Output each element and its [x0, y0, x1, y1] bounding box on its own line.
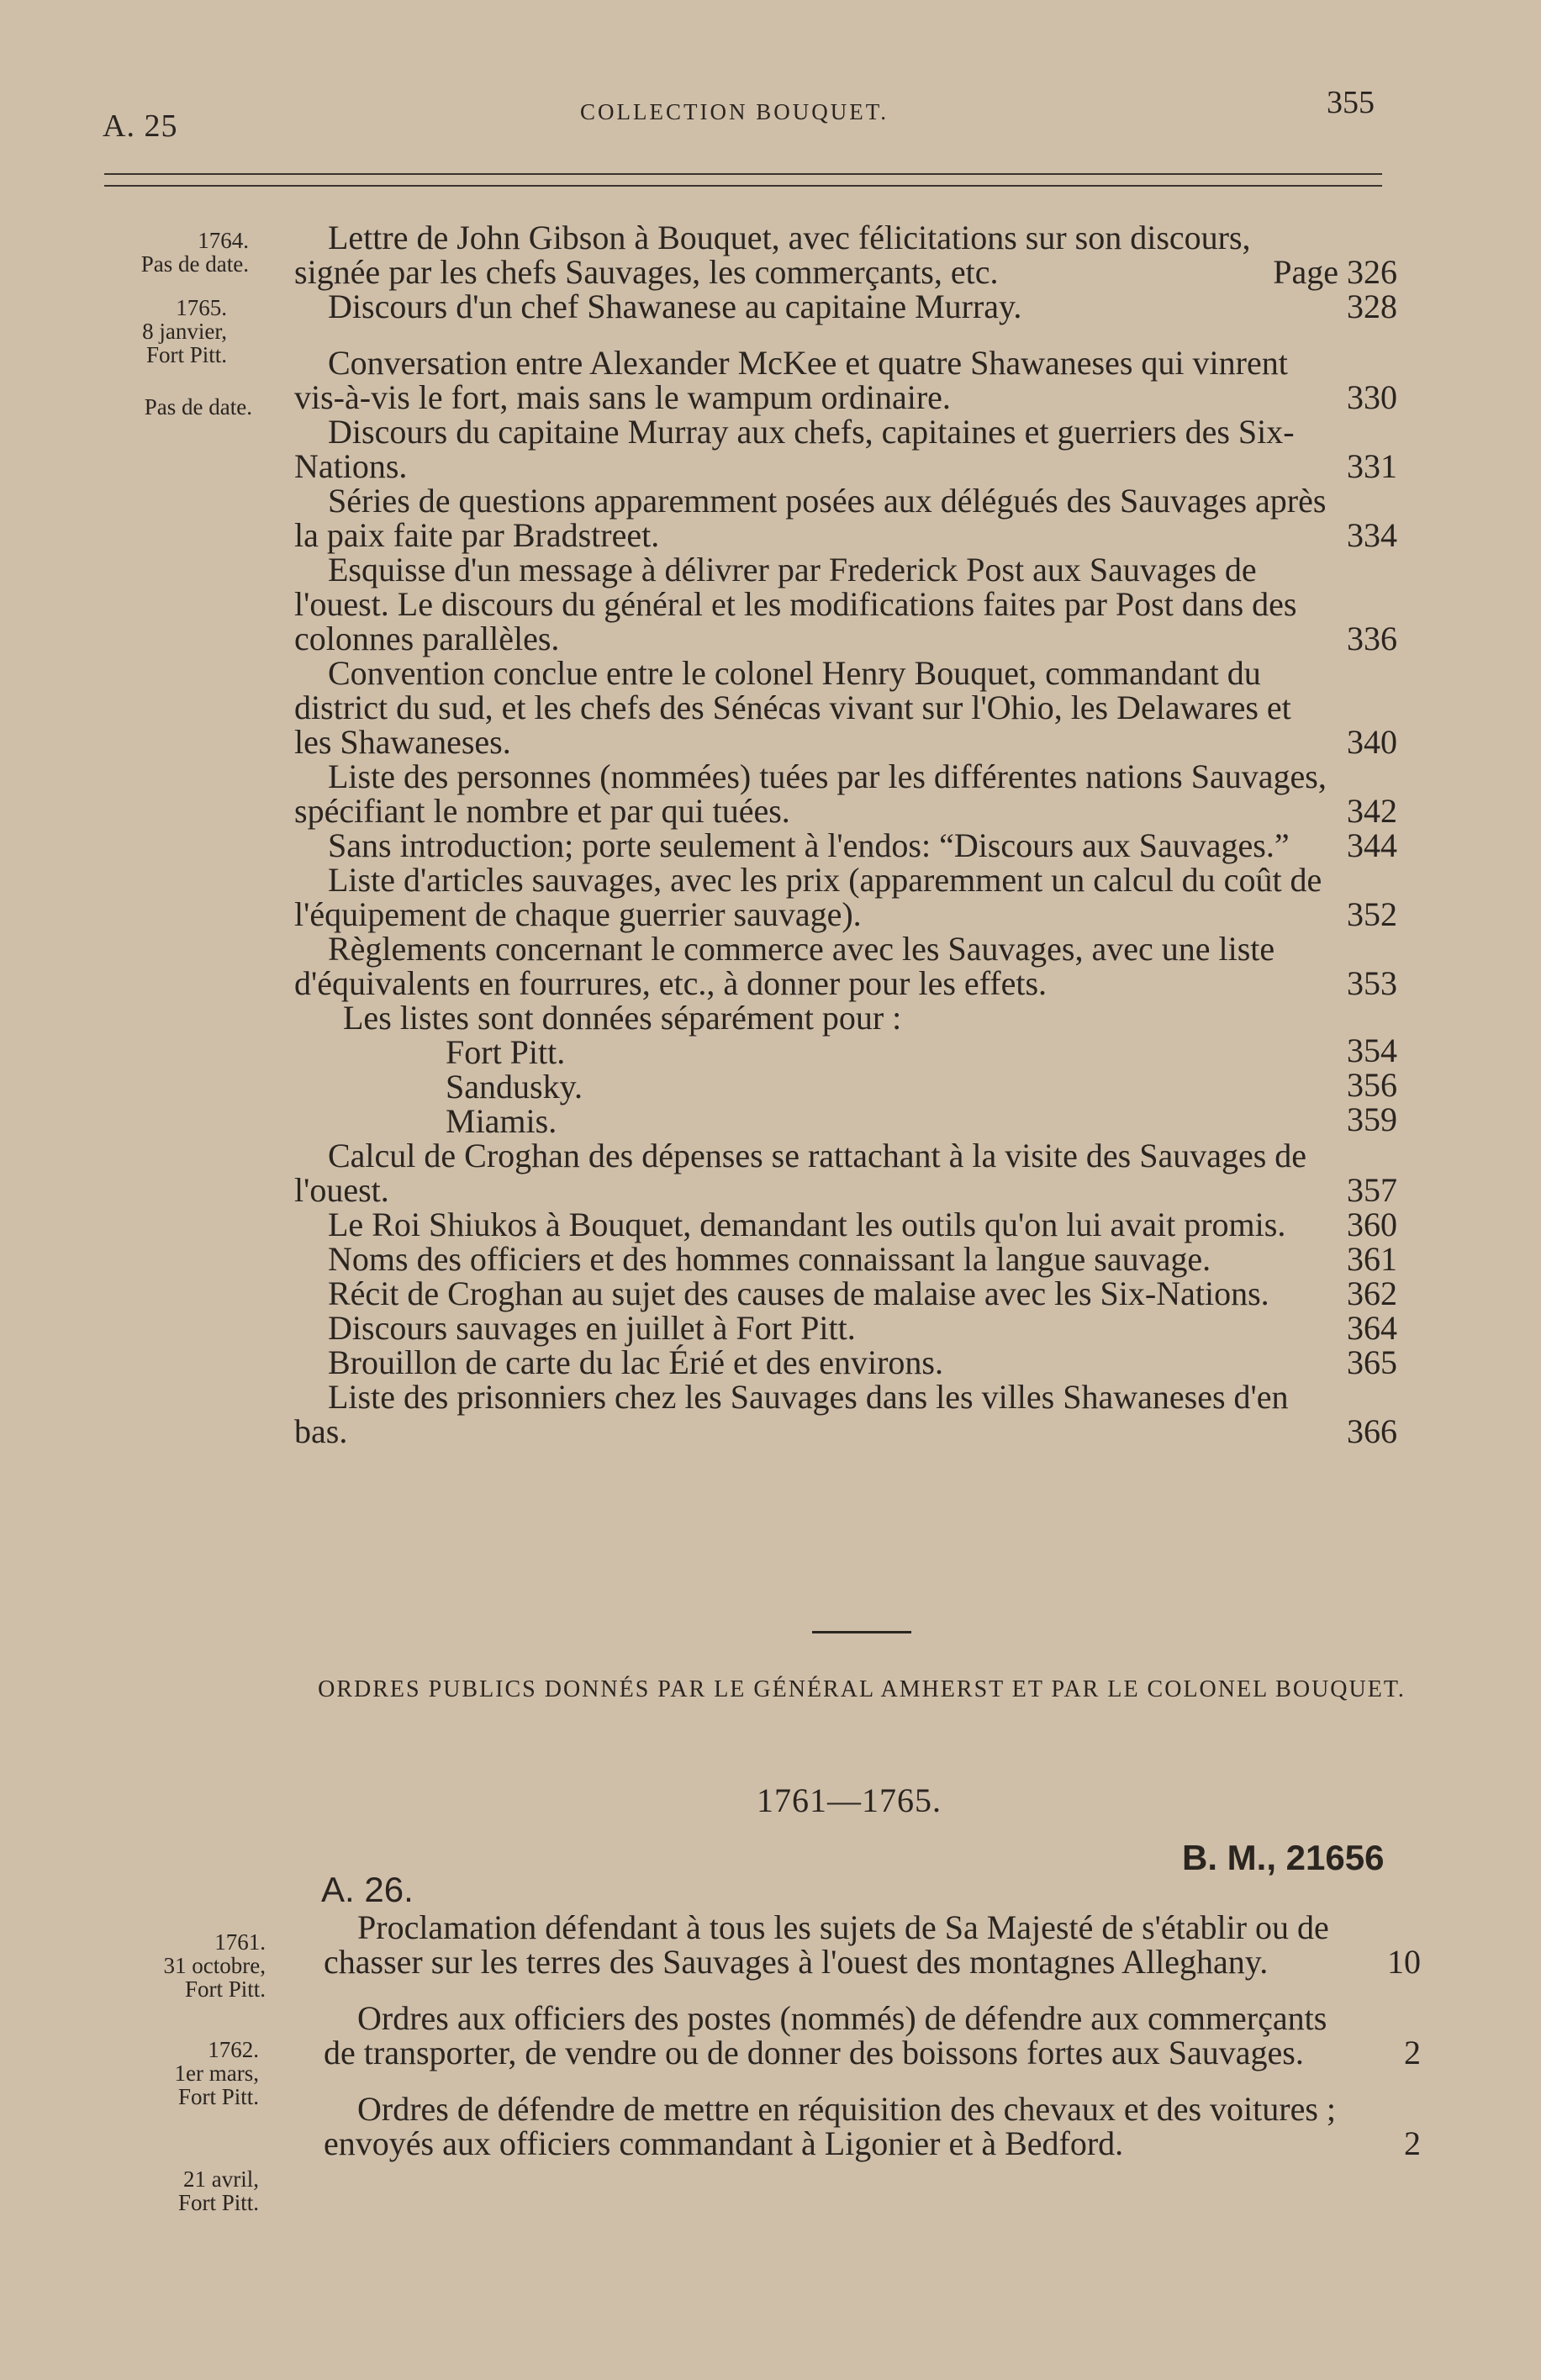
- entry: [324, 2092, 1421, 2161]
- entry-text: Ordres de défendre de mettre en réquisition des chevaux et des voitures ; envoyés aux officiers commandant à Ligonier et à Bedford.: [324, 2090, 1337, 2162]
- margin-line: 1er mars,: [174, 2061, 259, 2086]
- order-list: [324, 1910, 1421, 2182]
- list-item: [294, 1066, 1397, 1106]
- list-page: 356: [1347, 1066, 1397, 1104]
- entry-text: Liste des prisonniers chez les Sauvages dans les villes Shawaneses d'en bas.: [294, 1378, 1289, 1450]
- entry: [324, 2001, 1421, 2070]
- entry-text: Discours d'un chef Shawanese au capitaine Murray.: [328, 288, 1022, 325]
- entry-text: Liste d'articles sauvages, avec les prix (apparemment un calcul du coût de l'équipement de chaque guerrier sauvage).: [294, 861, 1322, 933]
- entry-text: Conversation entre Alexander McKee et quatre Shawaneses qui vinrent vis-à-vis le fort, mais sans le wampum ordinaire.: [294, 344, 1288, 416]
- entry-page: 342: [1347, 792, 1397, 830]
- entry-page: 340: [1347, 723, 1397, 761]
- entry-page: 331: [1347, 447, 1397, 485]
- entry: [294, 220, 1397, 289]
- section-reference: B. M., 21656: [1182, 1838, 1385, 1877]
- entry-text: Séries de questions apparemment posées aux délégués des Sauvages après la paix faite par Bradstreet.: [294, 482, 1327, 554]
- entry-text: Lettre de John Gibson à Bouquet, avec félicitations sur son discours, signée par les chefs Sauvages, les commerçants, etc.: [294, 219, 1251, 291]
- margin-line: Fort Pitt.: [177, 2190, 259, 2215]
- entry: [294, 1276, 1397, 1311]
- entry-text: Le Roi Shiukos à Bouquet, demandant les outils qu'on lui avait promis.: [328, 1206, 1286, 1243]
- margin-line: 31 octobre,: [163, 1953, 266, 1978]
- entry-page: 362: [1347, 1274, 1397, 1312]
- entry: [294, 828, 1397, 863]
- entry-text: Récit de Croghan au sujet des causes de malaise avec les Six-Nations.: [328, 1274, 1269, 1312]
- entry-page: 328: [1347, 288, 1397, 325]
- entry-page: 344: [1347, 826, 1397, 864]
- entry: [294, 552, 1397, 656]
- entry: [294, 483, 1397, 552]
- section-years: 1761—1765.: [757, 1781, 942, 1819]
- margin-line: Pas de date.: [144, 394, 252, 420]
- entry-list: [294, 220, 1397, 1449]
- margin-note: [94, 2167, 259, 2214]
- margin-note: [94, 2038, 259, 2108]
- entry-text: Convention conclue entre le colonel Henry Bouquet, commandant du district du sud, et les chefs des Sénécas vivant sur l'Ohio, les Delawares et les Shawaneses.: [294, 654, 1291, 761]
- entry-page: 353: [1347, 964, 1397, 1002]
- entry-text: Esquisse d'un message à délivrer par Frederick Post aux Sauvages de l'ouest. Le discours du général et les modifications faites par Post dans des colonnes parallèles.: [294, 551, 1297, 657]
- entry-page: 2: [1404, 2034, 1421, 2071]
- margin-line: 1761.: [214, 1929, 266, 1955]
- header-left: A. 25: [103, 108, 178, 144]
- entry-page: 334: [1347, 516, 1397, 554]
- entry-text: Discours du capitaine Murray aux chefs, capitaines et guerriers des Six-Nations.: [294, 413, 1295, 485]
- section-divider: [812, 1631, 911, 1633]
- entry-page: 365: [1347, 1343, 1397, 1381]
- entry-text: Discours sauvages en juillet à Fort Pitt.: [328, 1309, 856, 1347]
- margin-note: [84, 229, 249, 276]
- entry-text: Calcul de Croghan des dépenses se rattachant à la visite des Sauvages de l'ouest.: [294, 1137, 1307, 1209]
- entry: [294, 931, 1397, 1000]
- entry-page: 10: [1387, 1943, 1421, 1981]
- margin-line: Pas de date.: [140, 251, 249, 277]
- entry-text: Proclamation défendant à tous les sujets de Sa Majesté de s'établir ou de chasser sur les terres des Sauvages à l'ouest des montagnes Alleghany.: [324, 1908, 1329, 1981]
- entry-text: Sans introduction; porte seulement à l'endos: “Discours aux Sauvages.”: [328, 826, 1290, 864]
- entry: [294, 289, 1397, 324]
- margin-line: 21 avril,: [183, 2166, 259, 2192]
- entry: [294, 414, 1397, 483]
- list-name: Miamis.: [446, 1102, 557, 1140]
- entry-page: Page 326: [1273, 253, 1397, 291]
- entry-page: 360: [1347, 1206, 1397, 1243]
- entry: [294, 863, 1397, 931]
- entry: [294, 759, 1397, 828]
- entry-text: Règlements concernant le commerce avec les Sauvages, avec une liste d'équivalents en fourrures, etc., à donner pour les effets.: [294, 930, 1275, 1002]
- entry: [294, 1138, 1397, 1207]
- entry-text: Liste des personnes (nommées) tuées par les différentes nations Sauvages, spécifiant le nombre et par qui tuées.: [294, 757, 1327, 830]
- entry-page: 361: [1347, 1240, 1397, 1278]
- list-item: [294, 1032, 1397, 1071]
- entry-page: 352: [1347, 895, 1397, 933]
- entry-page: 364: [1347, 1309, 1397, 1347]
- entry-text: Ordres aux officiers des postes (nommés) de défendre aux commerçants de transporter, de vendre ou de donner des boissons fortes aux Sauvages.: [324, 1999, 1327, 2071]
- entry: [294, 1380, 1397, 1449]
- margin-line: 1764.: [198, 228, 249, 253]
- entry: [294, 1207, 1397, 1242]
- list-item: [294, 1100, 1397, 1140]
- entry: [324, 1910, 1421, 1979]
- entry-text: Noms des officiers et des hommes connaissant la langue sauvage.: [328, 1240, 1211, 1278]
- margin-line: 1762.: [208, 2037, 259, 2062]
- entry-page: 330: [1347, 378, 1397, 416]
- lists-intro: Les listes sont données séparément pour :: [343, 999, 902, 1037]
- entry-page: 2: [1404, 2124, 1421, 2162]
- entry: [294, 346, 1397, 414]
- margin-line: 8 janvier,: [142, 319, 227, 344]
- running-title: COLLECTION BOUQUET.: [580, 99, 889, 124]
- header-rule: [104, 173, 1382, 175]
- entry-page: 366: [1347, 1412, 1397, 1450]
- page-number: 355: [1327, 85, 1375, 120]
- list-name: Sandusky.: [446, 1068, 583, 1106]
- header-rule: [104, 185, 1382, 187]
- margin-note: [101, 1930, 266, 2001]
- entry-page: 336: [1347, 620, 1397, 657]
- margin-note: [62, 296, 227, 367]
- list-name: Fort Pitt.: [446, 1033, 566, 1071]
- margin-line: Fort Pitt.: [145, 342, 227, 367]
- entry-text: Brouillon de carte du lac Érié et des environs.: [328, 1343, 943, 1381]
- margin-line: 1765.: [176, 295, 227, 320]
- section-title: ORDRES PUBLICS DONNÉS PAR LE GÉNÉRAL AMHERST ET PAR LE COLONEL BOUQUET.: [318, 1676, 1406, 1702]
- margin-line: Fort Pitt.: [184, 1976, 266, 2002]
- entry: [294, 1345, 1397, 1380]
- list-page: 359: [1347, 1100, 1397, 1138]
- entry: [294, 656, 1397, 759]
- entry: [294, 1242, 1397, 1276]
- margin-note: [87, 395, 252, 419]
- list-page: 354: [1347, 1032, 1397, 1069]
- entry: [294, 1311, 1397, 1345]
- margin-line: Fort Pitt.: [177, 2084, 259, 2109]
- entry-page: 357: [1347, 1171, 1397, 1209]
- section-code: A. 26.: [321, 1870, 414, 1909]
